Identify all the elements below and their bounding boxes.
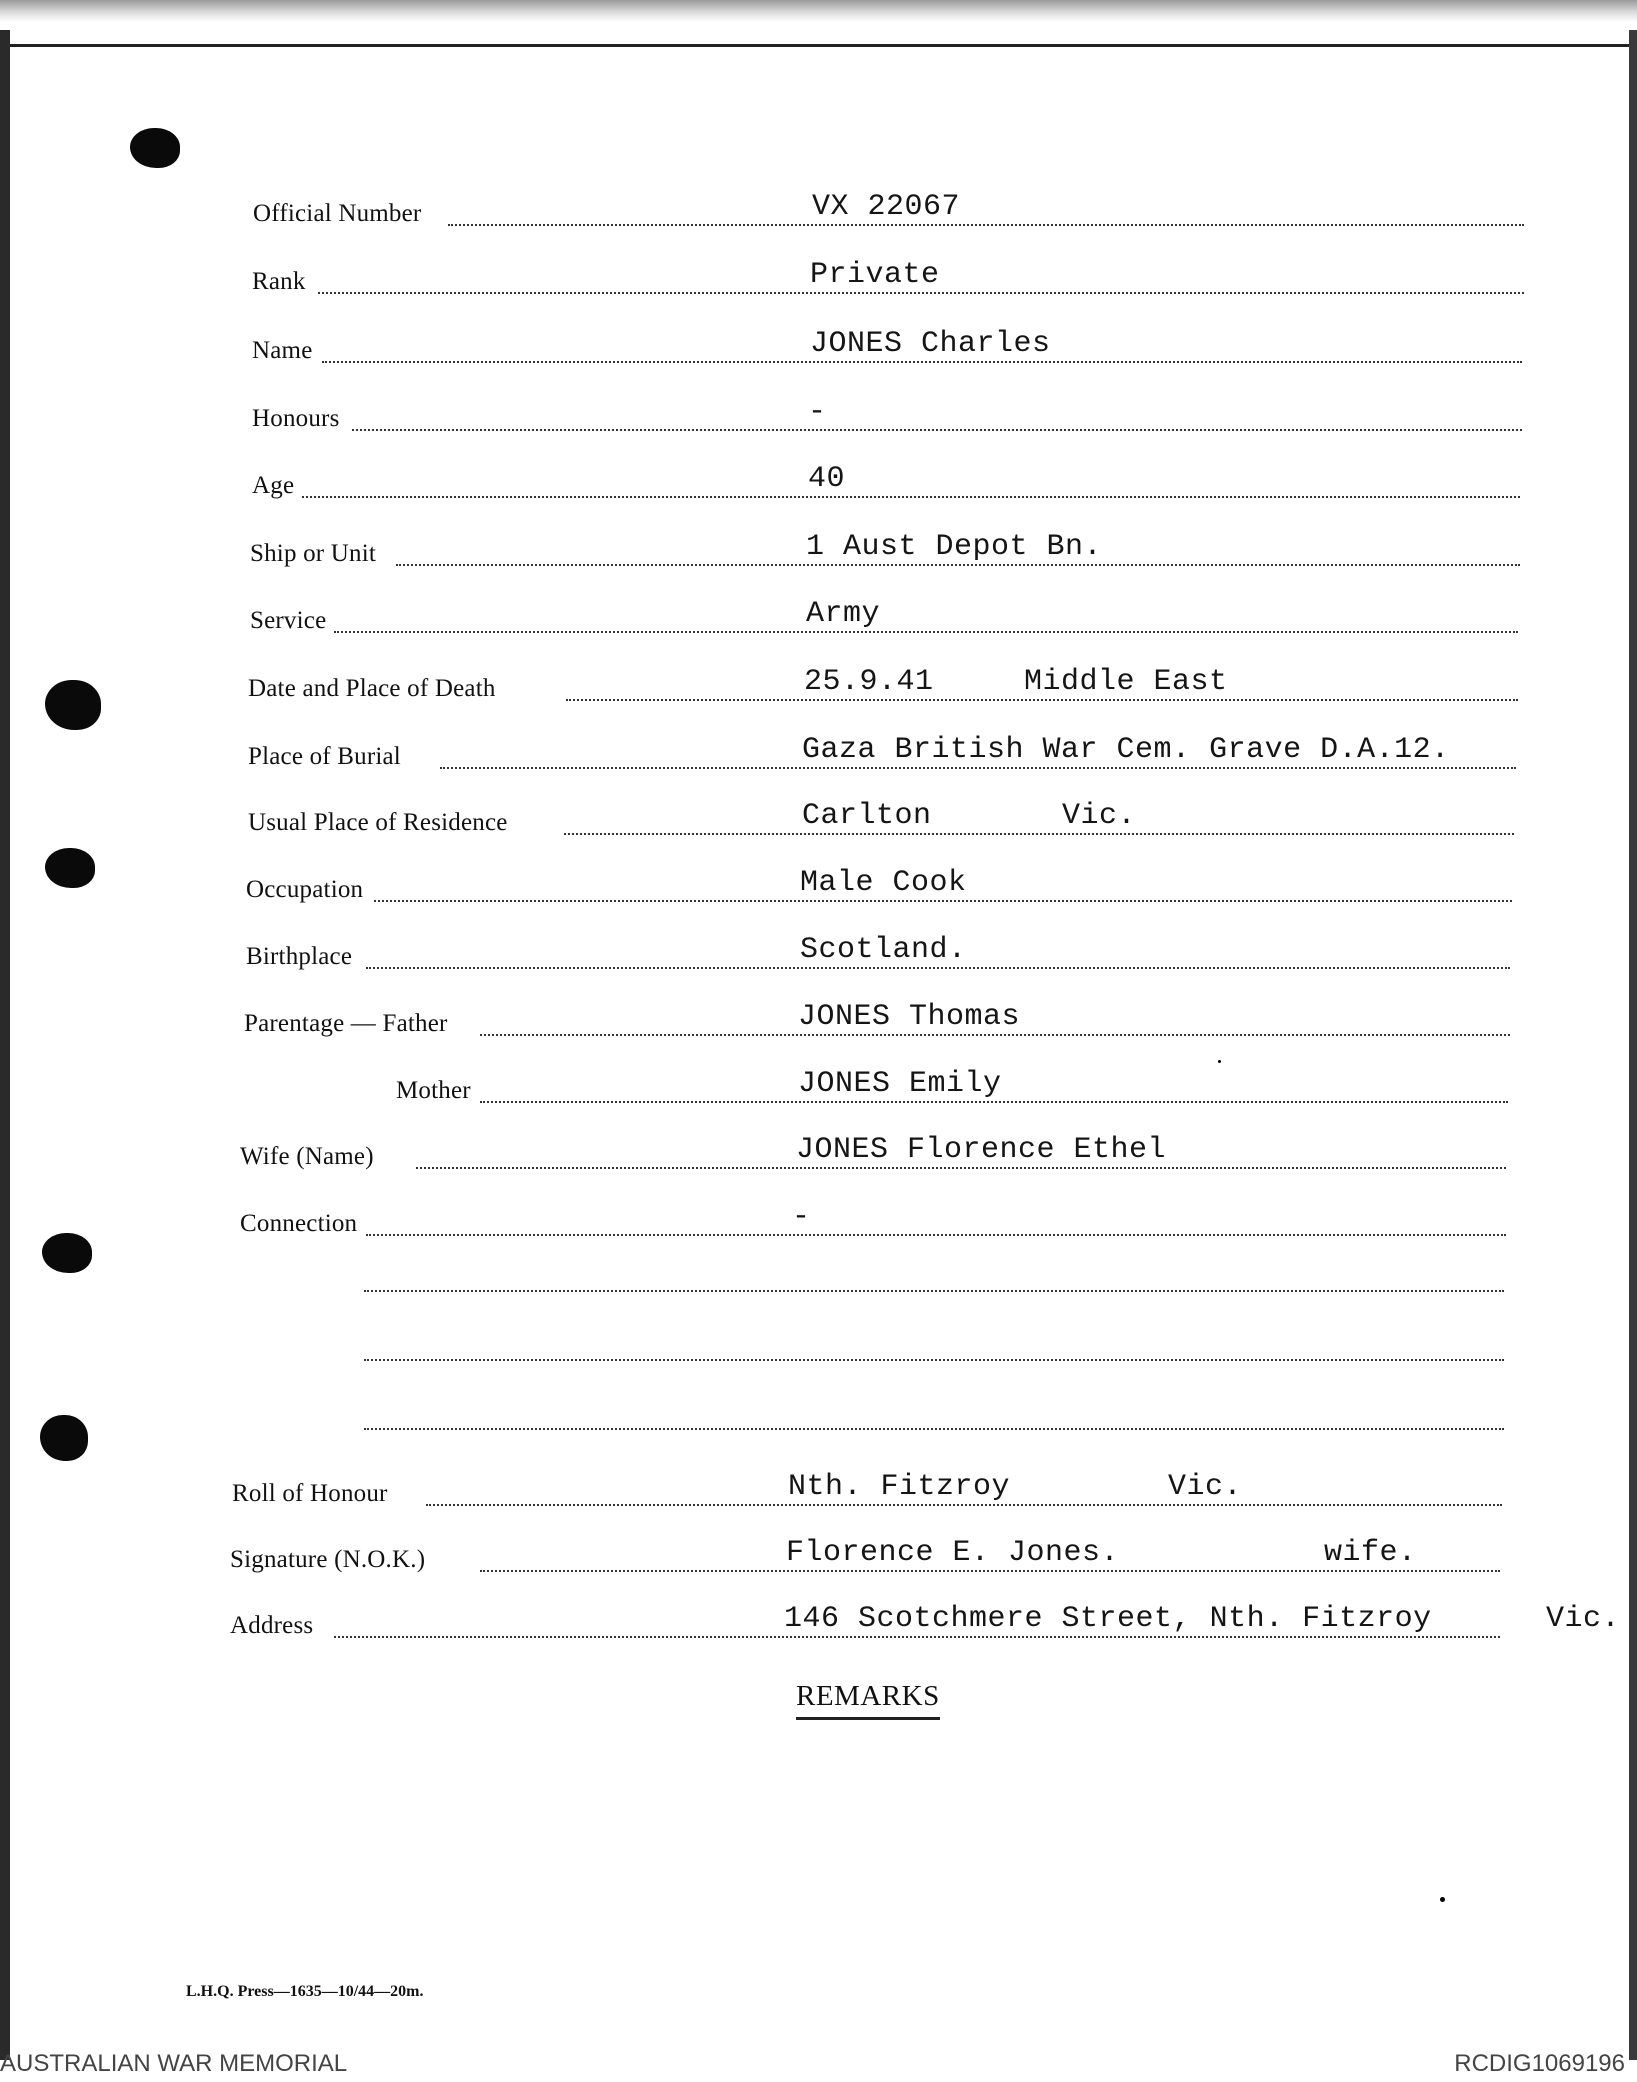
signature-relation: wife. xyxy=(1324,1536,1417,1570)
field-value: JONES Thomas xyxy=(798,1000,1021,1034)
dotted-leader xyxy=(366,1232,1506,1236)
field-value: 1 Aust Depot Bn. xyxy=(806,530,1103,564)
dotted-leader xyxy=(302,494,1520,498)
field-label: Official Number xyxy=(253,200,422,227)
scan-top-line xyxy=(0,44,1637,47)
field-label: Honours xyxy=(252,405,340,432)
field-label: Occupation xyxy=(246,876,364,903)
field-label: Address xyxy=(230,1612,314,1639)
dotted-leader xyxy=(364,1357,1504,1361)
field-label: Date and Place of Death xyxy=(248,675,496,702)
field-official-number xyxy=(0,190,1637,240)
field-signature xyxy=(0,1536,1637,1586)
field-value: Army xyxy=(806,597,881,631)
scan-speck xyxy=(1440,1897,1445,1902)
dotted-leader xyxy=(364,1426,1504,1430)
field-value: Gaza British War Cem. Grave D.A.12. xyxy=(802,733,1450,767)
field-value: 40 xyxy=(808,462,846,496)
field-value: - xyxy=(808,395,827,429)
field-wife xyxy=(0,1133,1637,1183)
blank-line xyxy=(0,1256,1637,1306)
field-usual-residence xyxy=(0,799,1637,849)
field-label: Signature (N.O.K.) xyxy=(230,1546,426,1573)
field-value: JONES Emily xyxy=(798,1067,1002,1101)
field-label: Usual Place of Residence xyxy=(248,809,508,836)
field-label: Name xyxy=(252,337,313,364)
scan-speck xyxy=(1218,1060,1221,1063)
field-label: Connection xyxy=(240,1210,358,1237)
dotted-leader xyxy=(448,222,1524,226)
field-ship-or-unit xyxy=(0,530,1637,580)
death-date: 25.9.41 xyxy=(804,665,934,699)
footer-record-id: RCDIG1069196 xyxy=(1454,2050,1625,2077)
footer-archive-name: AUSTRALIAN WAR MEMORIAL xyxy=(0,2050,348,2077)
field-occupation xyxy=(0,866,1637,916)
field-label: Roll of Honour xyxy=(232,1480,388,1507)
dotted-leader xyxy=(364,1288,1504,1292)
field-label: Ship or Unit xyxy=(250,540,377,567)
field-address xyxy=(0,1602,1637,1652)
field-rank xyxy=(0,258,1637,308)
dotted-leader xyxy=(352,427,1522,431)
field-birthplace xyxy=(0,933,1637,983)
field-label: Wife (Name) xyxy=(240,1143,374,1170)
field-value: - xyxy=(792,1200,811,1234)
field-connection xyxy=(0,1200,1637,1250)
field-roll-of-honour xyxy=(0,1470,1637,1520)
field-value: JONES Florence Ethel xyxy=(796,1133,1167,1167)
field-service xyxy=(0,597,1637,647)
field-value: Private xyxy=(810,258,940,292)
field-date-place-of-death xyxy=(0,665,1637,715)
field-place-of-burial xyxy=(0,733,1637,783)
field-label: Age xyxy=(252,472,295,499)
field-label: Birthplace xyxy=(246,943,353,970)
field-label: Mother xyxy=(396,1077,471,1104)
press-mark: L.H.Q. Press—1635—10/44—20m. xyxy=(186,1983,424,2000)
field-label: Rank xyxy=(252,268,306,295)
dotted-leader xyxy=(334,629,1518,633)
blank-line xyxy=(0,1325,1637,1375)
scan-top-edge xyxy=(0,0,1637,22)
blank-line xyxy=(0,1394,1637,1444)
field-honours xyxy=(0,395,1637,445)
address-state: Vic. xyxy=(1546,1602,1621,1636)
field-label: Place of Burial xyxy=(248,743,401,770)
field-value: Male Cook xyxy=(800,866,967,900)
roll-state: Vic. xyxy=(1168,1470,1243,1504)
remarks-heading: REMARKS xyxy=(796,1680,940,1720)
field-value: JONES Charles xyxy=(810,327,1051,361)
field-value: VX 22067 xyxy=(812,190,961,224)
field-mother xyxy=(0,1067,1637,1117)
residence-town: Carlton xyxy=(802,799,932,833)
field-label: Service xyxy=(250,607,327,634)
death-place: Middle East xyxy=(1024,665,1228,699)
roll-town: Nth. Fitzroy xyxy=(788,1470,1011,1504)
punch-hole xyxy=(130,128,180,168)
field-father xyxy=(0,1000,1637,1050)
field-label: Parentage — Father xyxy=(244,1010,448,1037)
signature-name: Florence E. Jones. xyxy=(786,1536,1120,1570)
field-value: Scotland. xyxy=(800,933,967,967)
field-value: 146 Scotchmere Street, Nth. Fitzroy xyxy=(784,1602,1432,1636)
residence-state: Vic. xyxy=(1062,799,1137,833)
field-name xyxy=(0,327,1637,377)
field-age xyxy=(0,462,1637,512)
dotted-leader xyxy=(564,831,1514,835)
